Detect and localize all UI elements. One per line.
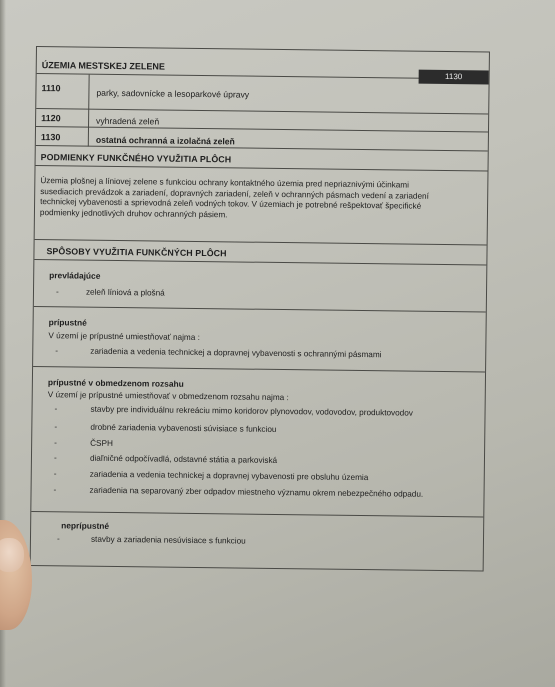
code-row-1110: [36, 74, 488, 115]
list-dash: -: [56, 534, 60, 544]
permitted-intro: V území je prípustné umiestňovať najma :: [48, 331, 200, 343]
permitted-label: prípustné: [48, 317, 87, 328]
code-1110-label: parky, sadovnícke a lesoparkové úpravy: [96, 87, 250, 100]
predominant-row: [34, 260, 487, 313]
list-dash: -: [54, 438, 57, 448]
not-permitted-label: neprípustné: [61, 520, 110, 531]
code-1120: 1120: [41, 113, 61, 124]
list-dash: -: [55, 346, 59, 356]
code-1130: 1130: [40, 132, 61, 143]
restricted-item: drobné zariadenia vybavenosti súvisiace s funkciou: [90, 422, 277, 434]
restricted-row: [31, 367, 485, 518]
conditions-line: technickej vybavenosti a sprievodná zeleň vodných tokov. V územiach je potrebné rešpektovať špecifické: [40, 197, 422, 211]
conditions-line: susediacich prevádzok a zariadení, dopravných zariadení, zeleň v ochranných pásmach vedení a zariadení: [40, 186, 429, 201]
permitted-row: [33, 307, 486, 373]
thumbnail-highlight: [0, 538, 24, 572]
conditions-paragraph: [40, 176, 484, 223]
conditions-text-row: [35, 166, 488, 246]
list-dash: -: [54, 422, 58, 432]
document-title: ÚZEMIA MESTSKEJ ZELENE: [41, 60, 166, 72]
list-dash: -: [55, 287, 59, 297]
list-dash: -: [53, 485, 57, 495]
restricted-item: stavby pre individuálnu rekreáciu mimo koridorov plynovodov, vodovodov, produktovodov: [90, 404, 413, 418]
restricted-item: zariadenia na separovaný zber odpadov miestneho významu okrem nebezpečného odpadu.: [89, 485, 424, 499]
conditions-line: Územia plošnej a líniovej zelene s funkciou ochrany kontaktného územia pred nepriaznivými účinkami: [40, 176, 410, 190]
restricted-intro: V území je prípustné umiestňovať v obmedzenom rozsahu najma :: [47, 390, 289, 403]
code-1130-label: ostatná ochranná a izolačná zeleň: [95, 134, 235, 147]
code-1120-label: vyhradená zeleň: [96, 115, 160, 127]
permitted-item: zariadenia a vedenia technickej a dopravnej vybavenosti s ochrannými pásmami: [90, 346, 382, 360]
conditions-line: podmienky jednotlivých druhov ochranných pásiem.: [39, 207, 228, 219]
list-dash: -: [54, 404, 58, 414]
predominant-item: zeleň líniová a plošná: [85, 287, 165, 298]
usage-heading: SPÔSOBY VYUŽITIA FUNKČNÝCH PLÔCH: [46, 246, 227, 259]
conditions-heading: PODMIENKY FUNKČNÉHO VYUŽITIA PLÔCH: [40, 152, 232, 165]
restricted-item: zariadenia a vedenia technickej a dopravnej vybavenosti pre obsluhu územia: [89, 469, 369, 483]
code-1110: 1110: [41, 83, 61, 94]
not-permitted-row: [31, 512, 484, 571]
list-dash: -: [53, 453, 57, 463]
not-permitted-item: stavby a zariadenia nesúvisiace s funkciou: [90, 534, 246, 546]
restricted-item: ČSPH: [90, 438, 113, 448]
list-dash: -: [53, 469, 57, 479]
predominant-label: prevládajúce: [49, 270, 101, 281]
restricted-item: diaľničné odpočívadlá, odstavné státia a parkoviská: [89, 453, 278, 465]
zoning-regulation-table: [30, 46, 490, 572]
code-badge: 1130: [419, 70, 489, 85]
restricted-label: prípustné v obmedzenom rozsahu: [47, 377, 184, 389]
